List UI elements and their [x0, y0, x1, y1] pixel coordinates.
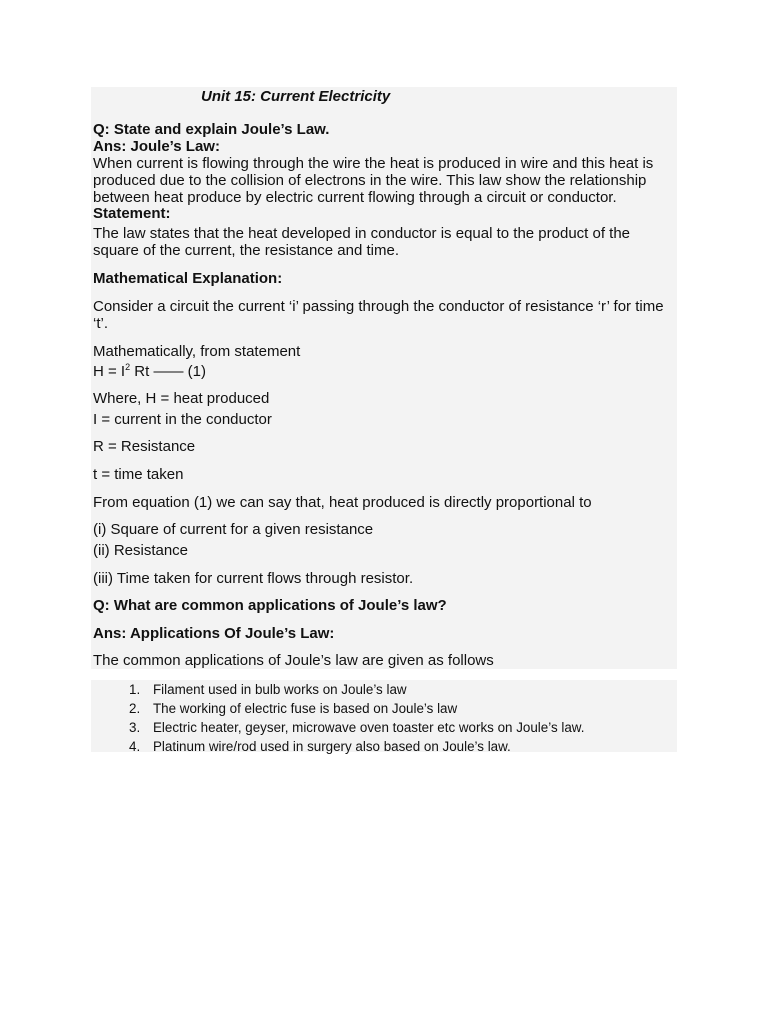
math-explanation-heading: Mathematical Explanation:: [93, 270, 283, 287]
statement-heading: Statement:: [93, 205, 171, 222]
equation-rhs: Rt —— (1): [130, 363, 206, 380]
proportional-item-1: (i) Square of current for a given resistance: [93, 521, 374, 538]
list-item: 3. Electric heater, geyser, microwave oven toaster etc works on Joule’s law.: [129, 720, 585, 735]
answer-1-heading: Ans: Joule’s Law:: [93, 138, 220, 155]
statement-text: The law states that the heat developed in conductor is equal to the product of the square of the current, the resistance and time.: [93, 225, 631, 259]
equation-exponent: 2: [125, 362, 131, 372]
math-from-statement: Mathematically, from statement: [93, 343, 301, 360]
joules-equation: [93, 363, 206, 380]
from-equation-text: From equation (1) we can say that, heat produced is directly proportional to: [93, 494, 592, 511]
applications-list: [91, 680, 584, 756]
equation-lhs: H = I: [93, 363, 126, 380]
where-t: t = time taken: [93, 466, 184, 483]
consider-text: Consider a circuit the current ‘i’ passing through the conductor of resistance ‘r’ for time ‘t’.: [93, 298, 664, 332]
list-item: 4. Platinum wire/rod used in surgery also based on Joule’s law.: [129, 739, 511, 754]
where-r: R = Resistance: [93, 438, 196, 455]
where-i: I = current in the conductor: [93, 411, 272, 428]
list-item: 2. The working of electric fuse is based on Joule’s law: [129, 701, 458, 716]
document-main-block: [91, 87, 677, 669]
list-item: 1. Filament used in bulb works on Joule’s law: [129, 682, 407, 697]
where-h: Where, H = heat produced: [93, 390, 270, 407]
document-title: Unit 15: Current Electricity: [201, 88, 391, 105]
question-1: Q: State and explain Joule’s Law.: [93, 121, 330, 138]
applications-list-block: [91, 680, 677, 752]
answer-2-heading: Ans: Applications Of Joule’s Law:: [93, 625, 335, 642]
question-2: Q: What are common applications of Joule’s law?: [93, 597, 447, 614]
proportional-item-3: (iii) Time taken for current flows through resistor.: [93, 570, 414, 587]
proportional-item-2: (ii) Resistance: [93, 542, 189, 559]
joules-law-intro: When current is flowing through the wire the heat is produced in wire and this heat is produced due to the collision of electrons in the wire. This law show the relationship between heat produce by electric current flowing through a circuit or conductor.: [93, 155, 654, 206]
applications-intro: The common applications of Joule’s law are given as follows: [93, 652, 494, 669]
